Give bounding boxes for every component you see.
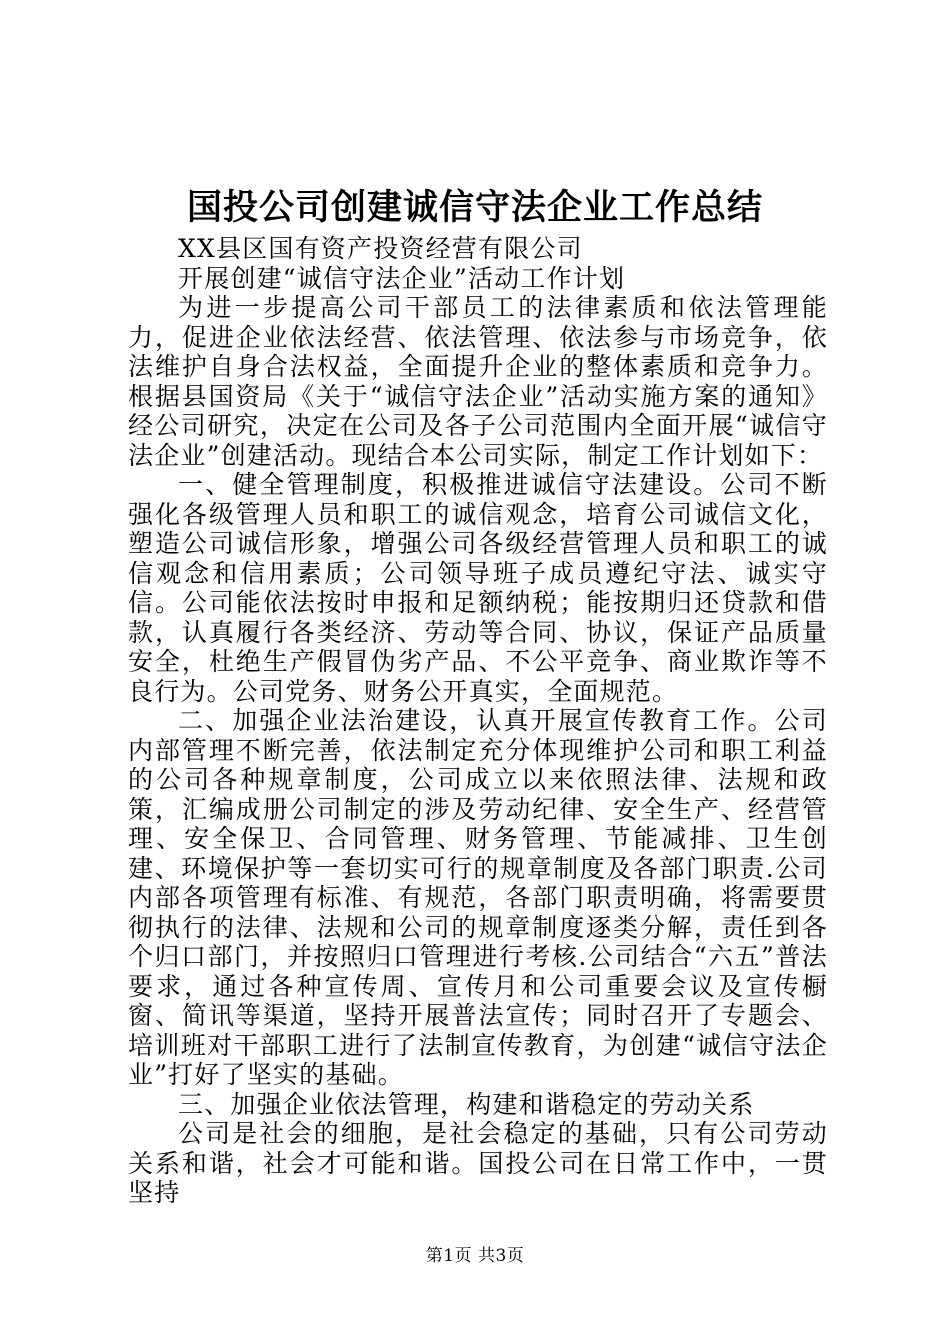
document-title: 国投公司创建诚信守法企业工作总结 bbox=[186, 187, 763, 228]
page-number-footer: 第1页 共3页 bbox=[425, 1246, 525, 1266]
paragraph-section-three-body: 公司是社会的细胞，是社会稳定的基础，只有公司劳动关系和谐，社会才可能和谐。国投公司在日常工作中，一贯坚持 bbox=[128, 1119, 828, 1207]
paragraph-section-one: 一、健全管理制度，积极推进诚信守法建设。公司不断强化各级管理人员和职工的诚信观念，培育公司诚信文化，塑造公司诚信形象，增强公司各级经营管理人员和职工的诚信观念和信用素质；公司领导班子成员遵纪守法、诚实守信。公司能依法按时申报和足额纳税；能按期归还贷款和借款，认真履行各类经济、劳动等合同、协议，保证产品质量安全，杜绝生产假冒伪劣产品、不公平竞争、商业欺诈等不良行为。公司党务、财务公开真实，全面规范。 bbox=[128, 470, 828, 706]
paragraph-section-three-heading: 三、加强企业依法管理，构建和谐稳定的劳动关系 bbox=[178, 1089, 755, 1119]
paragraph-plan-heading: 开展创建“诚信守法企业”活动工作计划 bbox=[178, 263, 626, 293]
paragraph-organization: XX县区国有资产投资经营有限公司 bbox=[178, 234, 583, 263]
paragraph-section-two: 二、加强企业法治建设，认真开展宣传教育工作。公司内部管理不断完善，依法制定充分体现维护公司和职工利益的公司各种规章制度，公司成立以来依照法律、法规和政策，汇编成册公司制定的涉及劳动纪律、安全生产、经营管理、安全保卫、合同管理、财务管理、节能减排、卫生创建、环境保护等一套切实可行的规章制度及各部门职责.公司内部各项管理有标准、有规范，各部门职责明确，将需要贯彻执行的法律、法规和公司的规章制度逐类分解，责任到各个归口部门，并按照归口管理进行考核.公司结合“六五”普法要求，通过各种宣传周、宣传月和公司重要会议及宣传橱窗、简讯等渠道，坚持开展普法宣传；同时召开了专题会、培训班对干部职工进行了法制宣传教育，为创建“诚信守法企业”打好了坚实的基础。 bbox=[128, 706, 828, 1089]
document-body bbox=[128, 234, 828, 1208]
paragraph-introduction: 为进一步提高公司干部员工的法律素质和依法管理能力，促进企业依法经营、依法管理、依法参与市场竞争，依法维护自身合法权益，全面提升企业的整体素质和竞争力。根据县国资局《关于“诚信守法企业”活动实施方案的通知》经公司研究，决定在公司及各子公司范围内全面开展“诚信守法企业”创建活动。现结合本公司实际，制定工作计划如下： bbox=[128, 293, 828, 470]
